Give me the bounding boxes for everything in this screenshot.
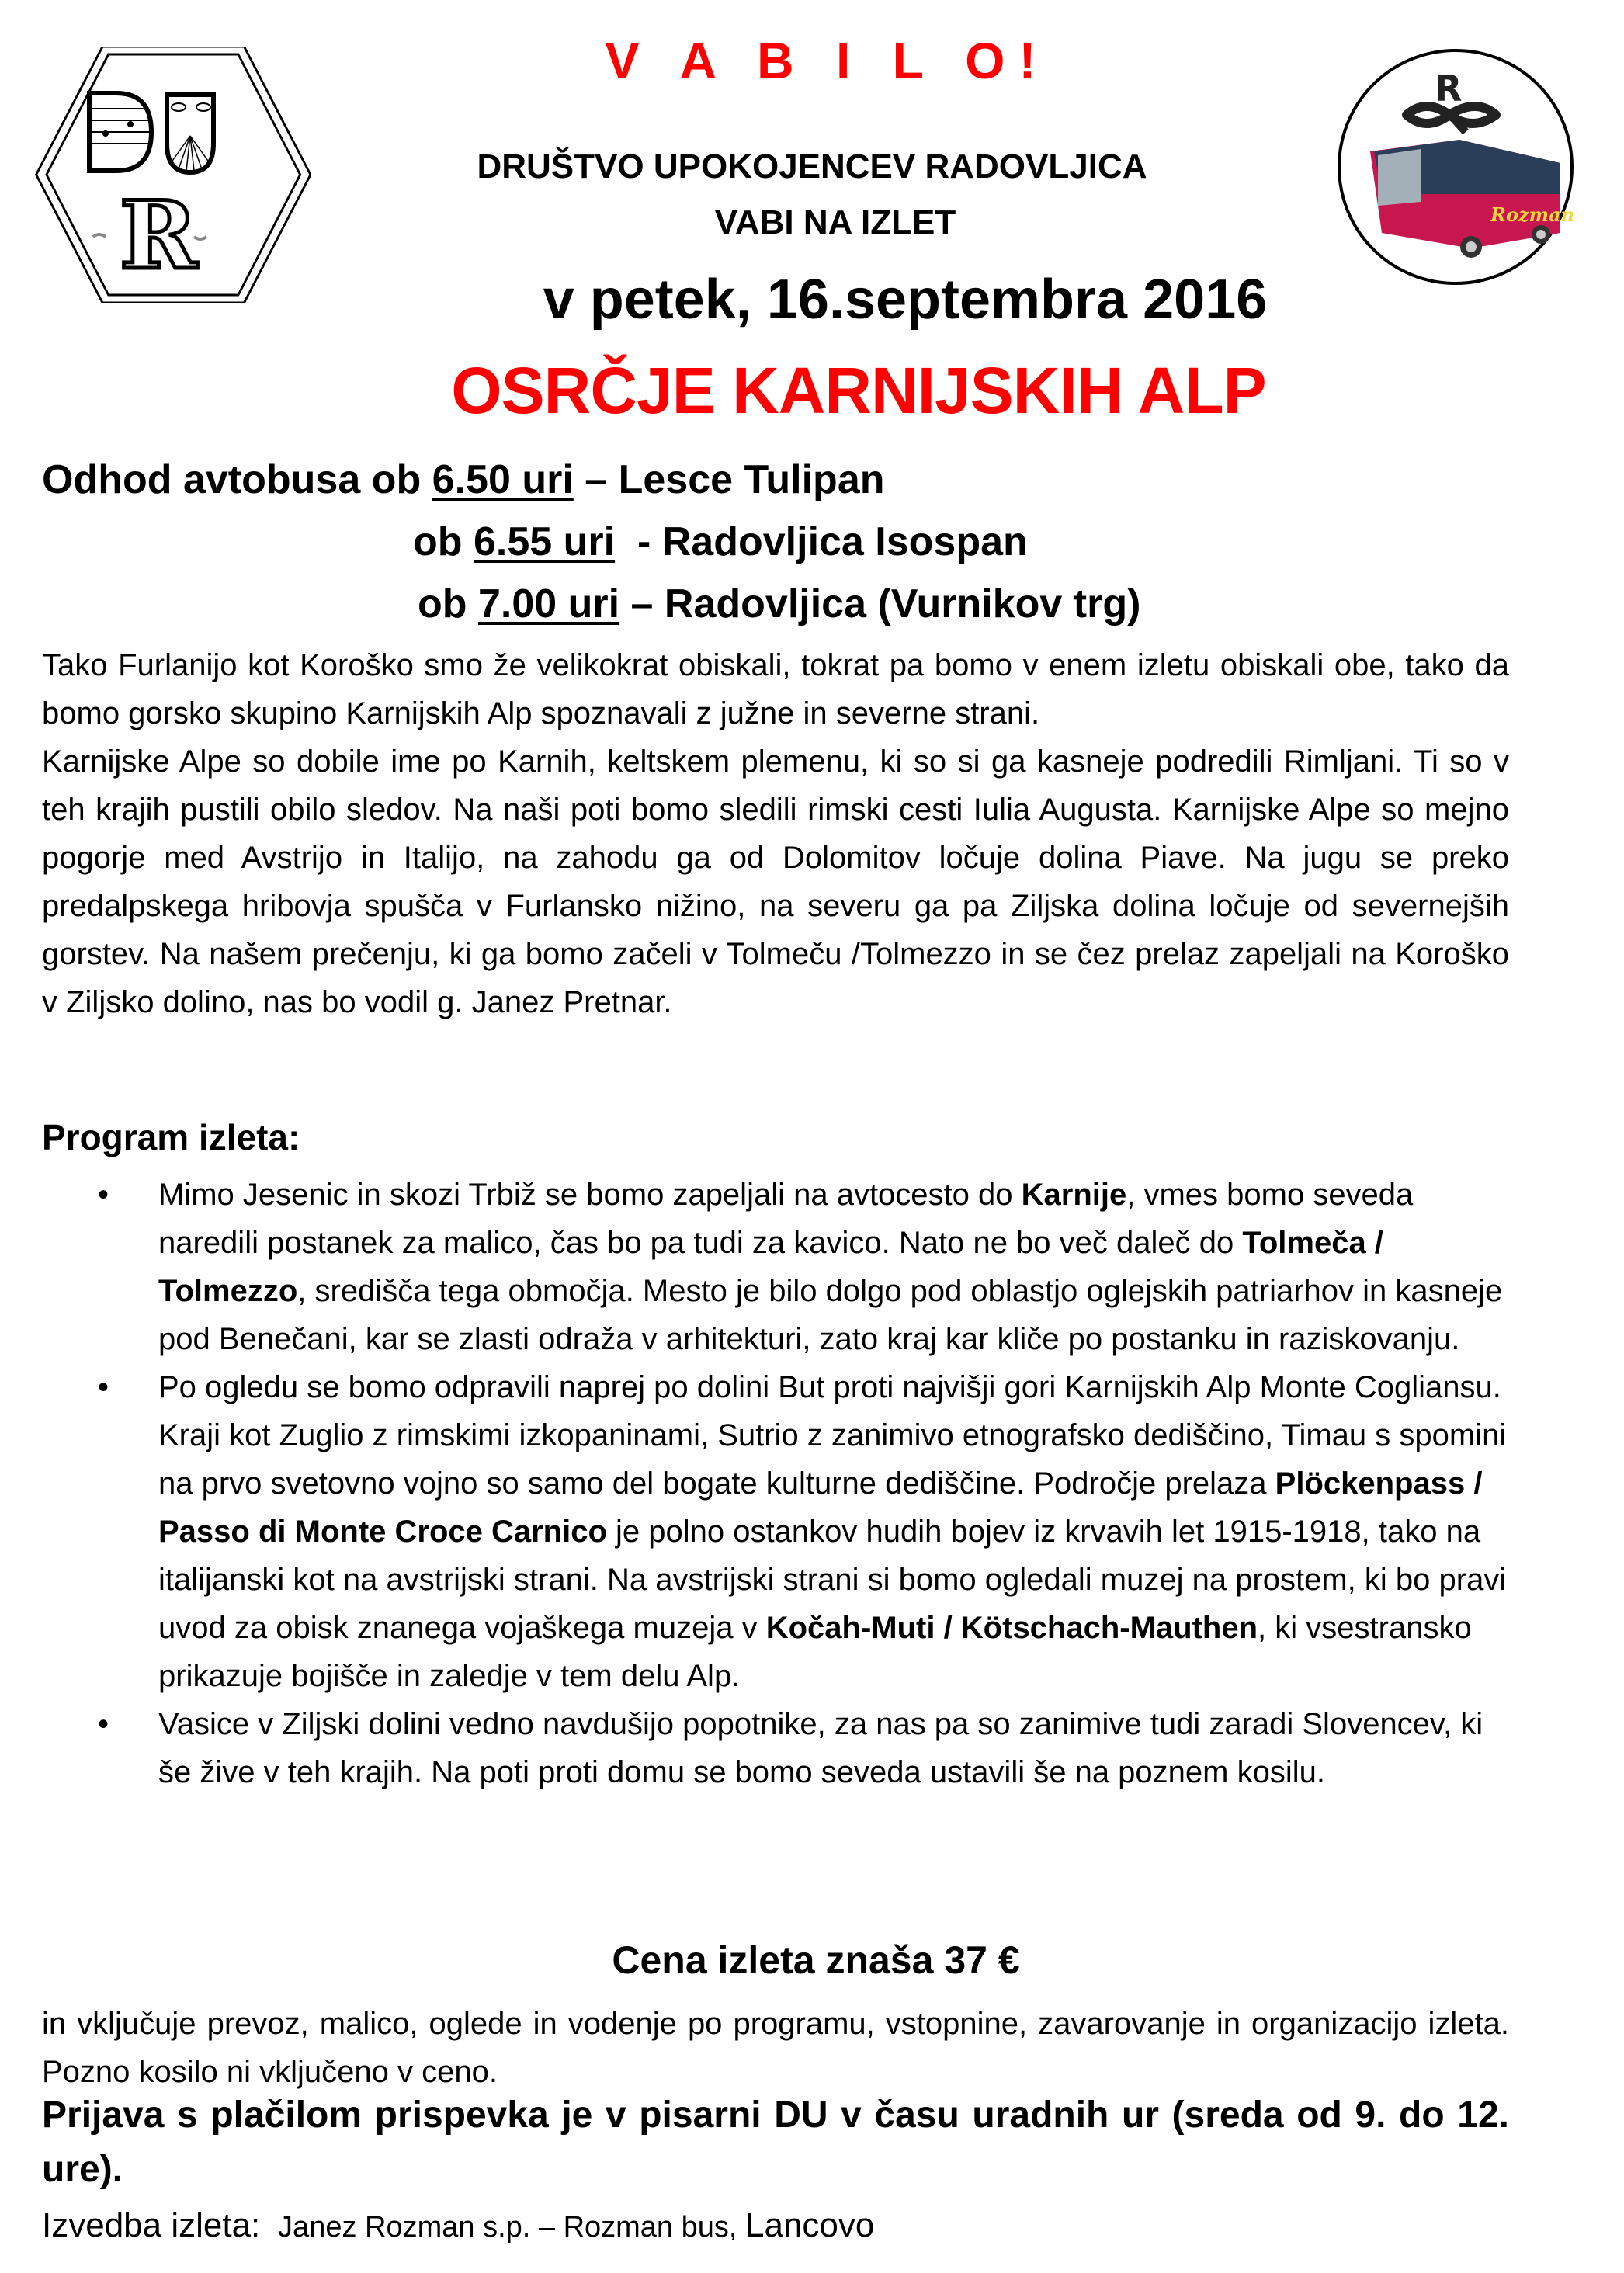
intro-paragraph-2: Karnijske Alpe so dobile ime po Karnih, keltskem plemenu, ki so si ga kasneje podredili Rimljani. Ti so v teh krajih pustili obilo sledov. Na naši poti bomo sledili rimski cesti Iulia Augusta. Karnijske Alpe so mejno pogorje med Avstrijo in Italijo, na zahodu ga od Dolomitov ločuje dolina Piave. Na jugu se preko predalpskega hribovja spušča v Furlansko nižino, na severu ga pa Ziljska dolina ločuje od severnejših gorstev. Na našem prečenju, ki ga bomo začeli v Tolmeču /Tolmezzo in se čez prelaz zapeljali na Koroško v Ziljsko dolino, nas bo vodil g. Janez Pretnar. (42, 744, 1509, 1019)
departure-location: – Lesce Tulipan (573, 457, 885, 502)
price-includes: in vključuje prevoz, malico, oglede in vodenje po programu, vstopnine, zavarovanje in organizacijo izleta. Pozno kosilo ni vključeno v ceno. (42, 2007, 1509, 2089)
svg-text:R: R (1435, 68, 1463, 109)
item-bold: Kočah-Muti / Kötschach-Mauthen (765, 1611, 1258, 1645)
item-text: , središča tega območja. Mesto je bilo dolgo pod oblastjo oglejskih patriarhov in kasneje pod Benečani, kar se zlasti odraža v arhitekturi, zato kraj kar kliče po postanku in raziskovanju. (158, 1274, 1503, 1356)
departure-time: 6.55 uri (473, 519, 616, 564)
bullet-icon: • (98, 1707, 109, 1741)
organization-name: DRUŠTVO UPOKOJENCEV RADOVLJICA (477, 147, 1147, 186)
departure-time: 6.50 uri (432, 457, 574, 502)
departure-2 (413, 519, 1028, 565)
item-bold: Plöckenpass / Passo di Monte Croce Carnico (158, 1466, 1483, 1549)
program-list (42, 1171, 1509, 1796)
program-item (42, 1363, 1509, 1700)
execution-place: Lancovo (745, 2206, 875, 2244)
signup-info: Prijava s plačilom prispevka je v pisarni DU v času uradnih ur (sreda od 9. do 12. ure). (42, 2094, 1509, 2190)
program-item (42, 1171, 1509, 1363)
item-bold: Karnije (1021, 1178, 1127, 1212)
departure-1 (42, 456, 885, 503)
departure-prefix: ob (418, 581, 478, 626)
departure-prefix: ob (413, 519, 474, 564)
departure-time: 7.00 uri (477, 581, 620, 626)
bus-brand-text: Rozman (1490, 203, 1574, 226)
item-text: , vmes bomo seveda naredili postanek za malico, čas bo pa tudi za kavico. Nato ne bo več daleč do (158, 1178, 1414, 1260)
departure-location: - Radovljica Isospan (615, 519, 1028, 564)
trip-execution (42, 2206, 874, 2245)
departure-prefix: Odhod avtobusa ob (42, 457, 432, 502)
item-text: , ki vsestransko prikazuje bojišče in zaledje v tem delu Alp. (158, 1611, 1472, 1693)
program-heading: Program izleta: (42, 1117, 300, 1157)
trip-headline: OSRČJE KARNIJSKIH ALP (451, 354, 1266, 427)
bullet-icon: • (98, 1178, 109, 1212)
intro-paragraph-1: Tako Furlanijo kot Koroško smo že velikokrat obiskali, tokrat pa bomo v enem izletu obiskali obe, tako da bomo gorsko skupino Karnijskih Alp spoznavali z južne in severne strani. (42, 648, 1509, 730)
svg-text:R: R (120, 181, 197, 290)
invitation-title: V A B I L O! (605, 32, 1050, 89)
departure-3 (418, 581, 1140, 627)
item-bold: Tolmeča / Tolmezzo (158, 1226, 1383, 1308)
execution-company: Janez Rozman s.p. – Rozman bus, (269, 2211, 746, 2244)
trip-date: v petek, 16.septembra 2016 (543, 269, 1268, 331)
price-heading: Cena izleta znaša 37 € (612, 1938, 1020, 1982)
item-text: Po ogledu se bomo odpravili naprej po dolini But proti najvišji gori Karnijskih Alp Monte Cogliansu. Kraji kot Zuglio z rimskimi izkopaninami, Sutrio z zanimivo etnografsko dediščino, Timau s spomini na prvo svetovno vojno so samo del bogate kulturne dediščine. Področje prelaza (158, 1370, 1507, 1501)
item-text: Mimo Jesenic in skozi Trbiž se bomo zapeljali na avtocesto do (158, 1178, 1022, 1212)
program-item (42, 1700, 1509, 1796)
bullet-icon: • (98, 1370, 109, 1404)
item-text: Vasice v Ziljski dolini vedno navdušijo popotnike, za nas pa so zanimive tudi zaradi Slovencev, ki še žive v teh krajih. Na poti proti domu se bomo seveda ustavili še na poznem kosilu. (158, 1707, 1483, 1789)
intro-section (42, 641, 1509, 1026)
item-text: je polno ostankov hudih bojev iz krvavih let 1915-1918, tako na italijanski kot na avstrijski strani. Na avstrijski strani si bomo ogledali muzej na prostem, ki bo pravi uvod za obisk znanega vojaškega muzeja v (158, 1515, 1507, 1645)
execution-label: Izvedba izleta: (42, 2206, 270, 2244)
departure-location: – Radovljica (Vurnikov trg) (619, 581, 1141, 626)
invite-line: VABI NA IZLET (714, 203, 956, 241)
